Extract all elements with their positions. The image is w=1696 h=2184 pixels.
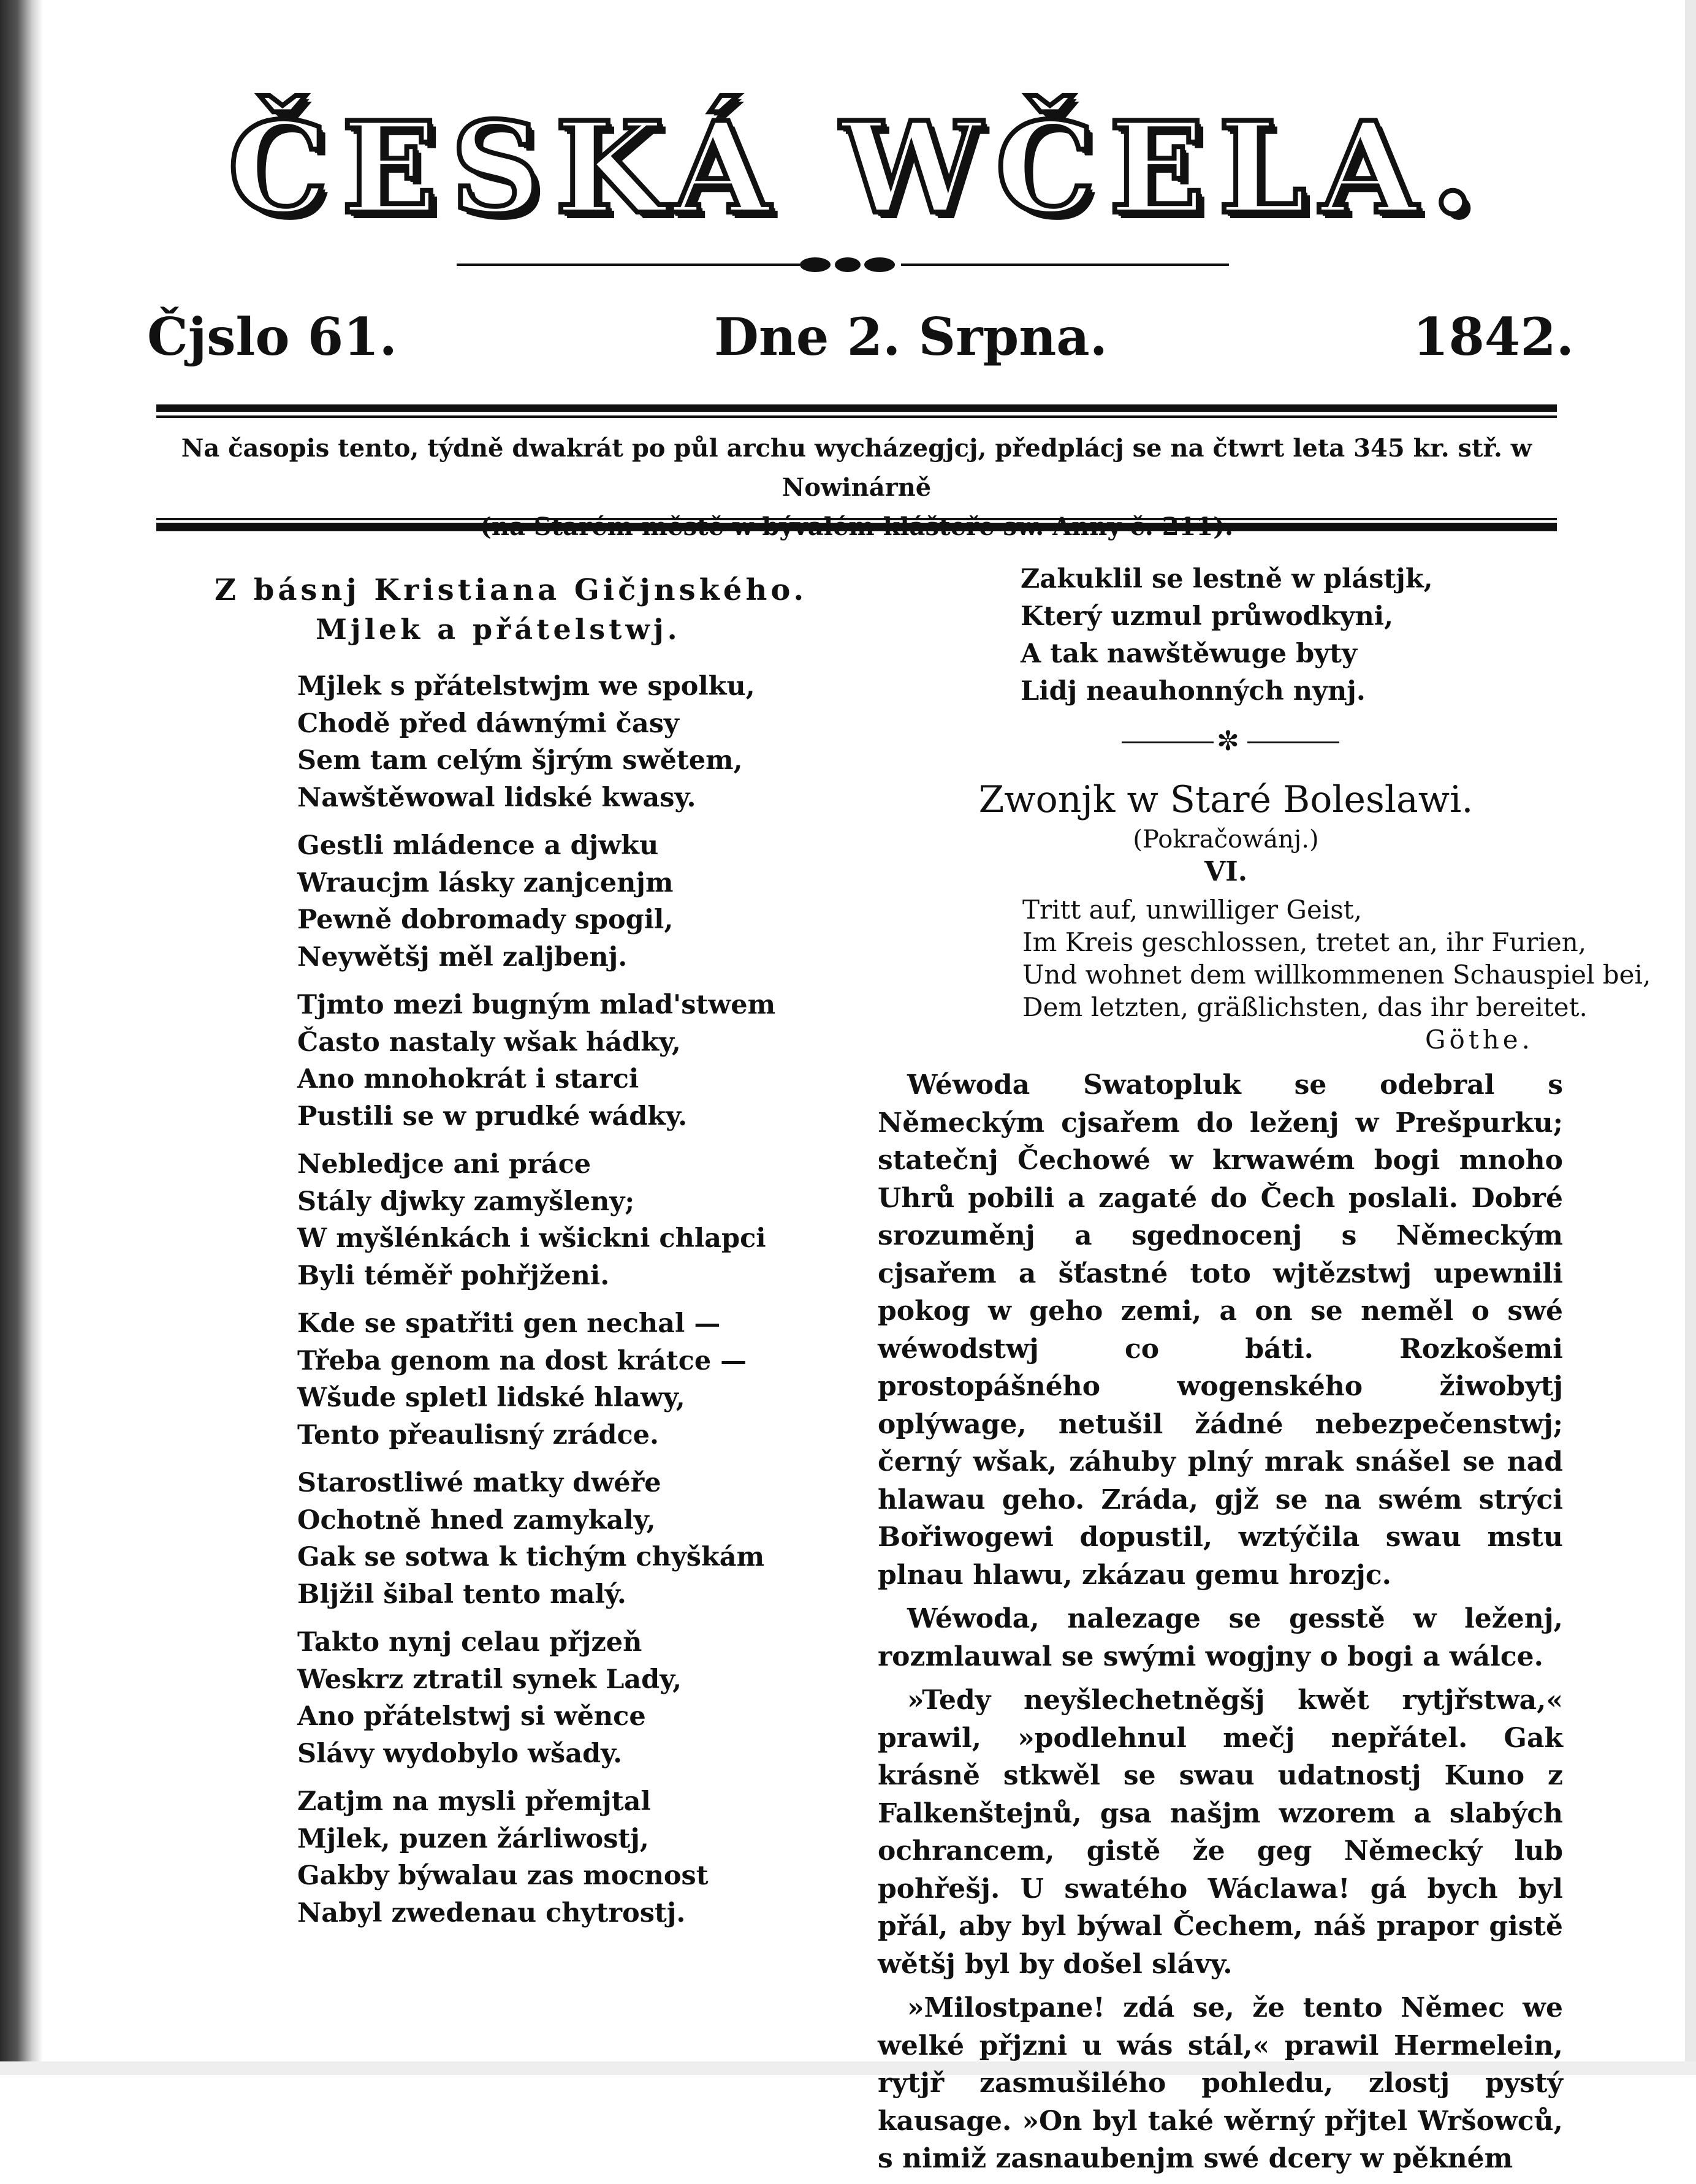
poem-line: Kde se spatřiti gen nechal — [297,1308,721,1339]
poem-line: Tjmto mezi bugným mlad'stwem [297,990,776,1020]
header-rule-top [156,404,1557,412]
story-paragraph: »Tedy neyšlechetněgšj kwět rytjřstwa,« prawil, »podlehnul mečj nepřátel. Gak krásně stkwěl se swau udatnostj Kuno z Falkenštejnů, gsa našjm wzorem a slabých ochrancem, gistě že geg Německý lub pohřešj. U swatého Wáclawa! gá bych byl přál, aby byl býwal Čechem, náš prapor gistě wětšj byl by došel slávy. [878,1685,1563,1980]
poem-line: Chodě před dáwnými časy [297,708,679,739]
story-paragraph: Wéwoda, nalezage se gesstě w leženj, rozmlauwal se swými wogjny o bogi a wálce. [878,1603,1563,1672]
poem-line: Weskrz ztratil synek Lady, [297,1664,682,1695]
story-paragraph: Wéwoda Swatopluk se odebral s Německým cjsařem do leženj w Prešpurku; statečnj Čechowé w krwawém bogi mnoho Uhrů pobili a zagaté do Čech poslali. Dobré srozuměnj a sgednocenj s Německým cjsařem a šťastné toto wjtězstwj upewnili pokog w geho zemi, a on se neměl o swé wéwodstwj co báti. Rozkošemi prostopášného wogenského žiwobytj oplýwage, netušil žádné nebezpečenstwj; černý wšak, záhuby plný mrak snášel se nad hlawau geho. Zráda, gjž se na swém strýci Bořiwogewi dopustil, wztýčila swau mstu plnau hlawu, zkázau gemu hrozjc. [878,1069,1563,1591]
motto-line: Und wohnet dem willkommenen Schauspiel bei, [1022,960,1651,990]
poem-line: Gakby býwalau zas mocnost [297,1860,709,1891]
poem-line: Který uzmul průwodkyni, [1021,601,1394,632]
notice-line-1: Na časopis tento, týdně dwakrát po půl archu wycházegjcj, předplácj se na čtwrt leta 345 kr. stř. w Nowinárně [181,434,1532,502]
poem-line: Bljžil šibal tento malý. [297,1579,626,1610]
issue-date: Dne 2. Srpna. [714,306,1108,367]
page-edge [1685,0,1696,2075]
issue-year: 1842. [1413,306,1575,367]
masthead [153,95,1563,242]
motto-author: Göthe. [1425,1025,1534,1055]
poem-line: W myšlénkách i wšickni chlapci [297,1223,766,1254]
poem-line: Nebledjce ani práce [297,1149,591,1180]
header-rule-bottom-thin [156,518,1557,520]
poem-line: Slávy wydobylo wšady. [297,1738,623,1769]
chapter-number: VI. [1204,856,1248,887]
poem-line: Pewně dobromady spogil, [297,904,674,935]
poem-line: Ano mnohokrát i starci [297,1064,639,1094]
poem-line: Starostliwé matky dwéře [297,1468,661,1498]
poem-line: Tento přeaulisný zrádce. [297,1419,660,1450]
poem-line: Třeba genom na dost krátce — [297,1345,747,1376]
motto-line: Im Kreis geschlossen, tretet an, ihr Furien, [1022,927,1587,957]
poem-line: Nabyl zwedenau chytrostj. [297,1897,686,1928]
poem-line: Byli téměř pohřjženi. [297,1260,610,1291]
header-rule-top-thin [156,415,1557,418]
poem-line: Takto nynj celau přjzeň [297,1627,642,1658]
page-binding-shadow [0,0,43,2075]
masthead-title: ČESKÁ WČELA. [228,95,1488,242]
poem-line: Často nastaly wšak hádky, [297,1026,681,1058]
poem-line: Ochotně hned zamykaly, [297,1504,656,1536]
poem-line: Gak se sotwa k tichým chyškám [297,1542,765,1572]
motto-line: Dem letzten, gräßlichsten, das ihr bereitet. [1022,992,1588,1022]
story-text [878,1066,1563,2184]
story-title: Zwonjk w Staré Boleslawi. [978,778,1474,821]
poem-line: Mjlek, puzen žárliwostj, [297,1823,649,1854]
poem-line: Sem tam celým šjrým swětem, [297,745,743,776]
header-rule-bottom [156,523,1557,531]
poem-line: Zatjm na mysli přemjtal [297,1786,651,1817]
motto-line: Tritt auf, unwilliger Geist, [1022,895,1363,925]
poem-line: Stály djwky zamyšleny; [297,1186,635,1217]
poem-line: A tak nawštěwuge byty [1021,639,1357,669]
poem-line: Gestli mládence a djwku [297,830,659,861]
poem-title: Mjlek a přátelstwj. [316,613,681,646]
poem-line: Lidj neauhonných nynj. [1021,676,1366,707]
issue-number: Čjslo 61. [147,306,397,367]
poem-line: Neywětšj měl zaljbenj. [297,941,628,973]
story-paragraph: »Milostpane! zdá se, že tento Němec we welké přjzni u wás stál,« prawil Hermelein, rytjř zasmušilého pohledu, zlostj pystý kausage. »On byl také wěrný přjtel Wršowců, s nimiž zasnaubenjm swé dcery w pěkném [878,1992,1563,2174]
poem-line: Nawštěwowal lidské kwasy. [297,782,696,813]
poem-line: Wraucjm lásky zanjcenjm [297,867,674,898]
poem-line: Pustili se w prudké wádky. [297,1101,688,1132]
poem-header: Z básnj Kristiana Gičjnského. [215,573,808,607]
poem-line: Zakuklil se lestně w plástjk, [1021,564,1433,594]
story-subtitle: (Pokračowánj.) [1133,825,1319,854]
poem-line: Ano přátelstwj si wěnce [297,1701,646,1732]
poem-line: Mjlek s přátelstwjm we spolku, [297,671,755,702]
poem-line: Wšude spletl lidské hlawy, [297,1382,685,1413]
